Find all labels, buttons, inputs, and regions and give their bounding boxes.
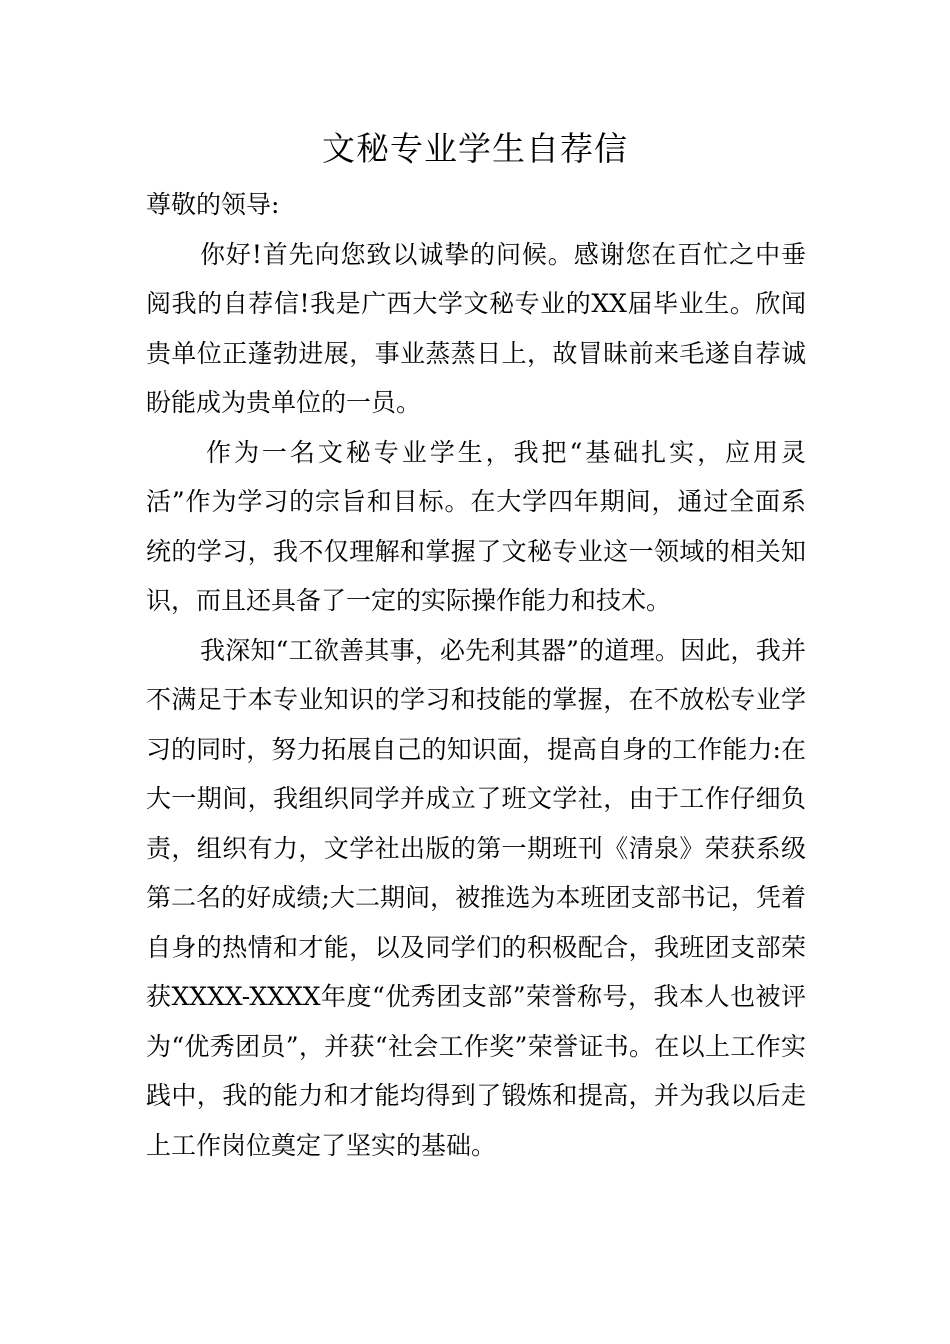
paragraph-experience: 我深知“工欲善其事，必先利其器”的道理。因此，我并不满足于本专业知识的学习和技能的掌握，在不放松专业学习的同时，努力拓展自己的知识面，提高自身的工作能力:在大一期间，我组织同学并成立了班文学社，由于工作仔细负责，组织有力，文学社出版的第一期班刊《清泉》荣获系级第二名的好成绩;大二期间，被推选为本班团支部书记，凭着自身的热情和才能，以及同学们的积极配合，我班团支部荣获XXXX-XXXX年度“优秀团支部”荣誉称号，我本人也被评为“优秀团员”，并获“社会工作奖”荣誉证书。在以上工作实践中，我的能力和才能均得到了锻炼和提高，并为我以后走上工作岗位奠定了坚实的基础。 (146, 635, 806, 1160)
paragraph-greeting: 你好!首先向您致以诚挚的问候。感谢您在百忙之中垂阅我的自荐信!我是广西大学文秘专业的XX届毕业生。欣闻贵单位正蓬勃进展，事业蒸蒸日上，故冒昧前来毛遂自荐诚盼能成为贵单位的一员。 (146, 239, 806, 417)
paragraph-study: 作为一名文秘专业学生，我把“基础扎实，应用灵活”作为学习的宗旨和目标。在大学四年期间，通过全面系统的学习，我不仅理解和掌握了文秘专业这一领域的相关知识，而且还具备了一定的实际操作能力和技术。 (146, 437, 806, 615)
salutation: 尊敬的领导: (146, 190, 280, 219)
page-title: 文秘专业学生自荐信 (322, 129, 628, 168)
letter-body (146, 180, 806, 1170)
